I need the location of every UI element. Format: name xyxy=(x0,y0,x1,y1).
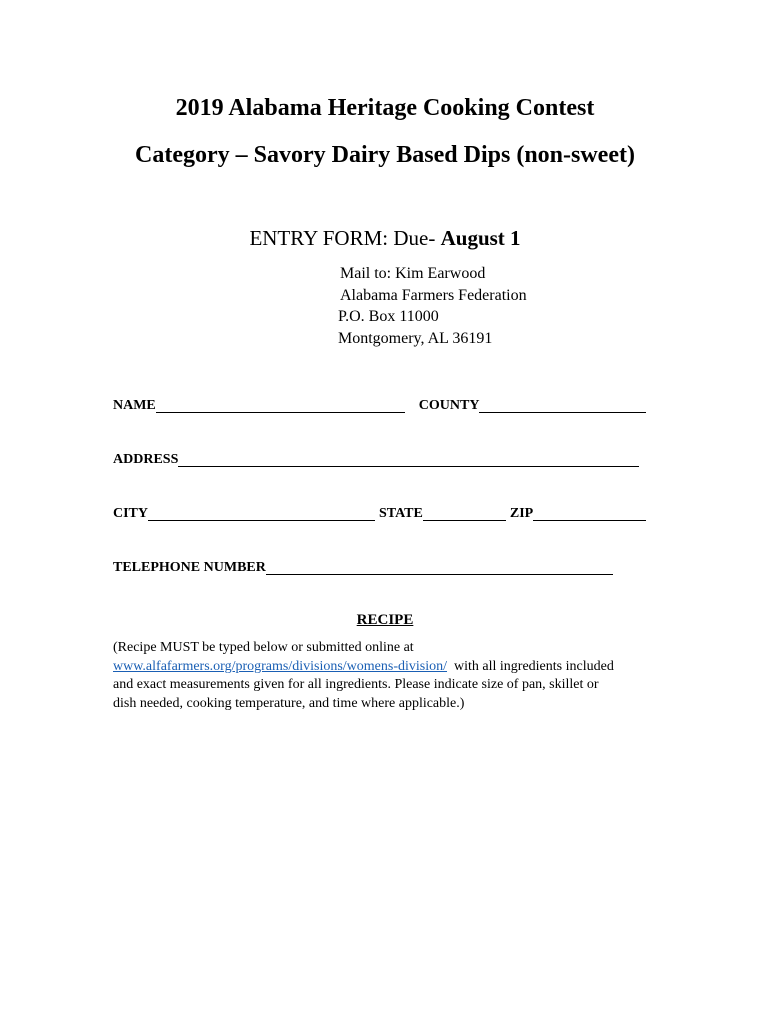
telephone-field[interactable] xyxy=(266,561,613,575)
telephone-label: TELEPHONE NUMBER xyxy=(113,560,266,575)
address-row xyxy=(113,451,639,469)
zip-field[interactable] xyxy=(533,507,646,521)
recipe-instructions-continuation: with all ingredients included xyxy=(447,658,614,674)
category-title: Category – Savory Dairy Based Dips (non-sweet) xyxy=(135,142,635,168)
city-label: CITY xyxy=(113,506,149,521)
recipe-instructions-line: dish needed, cooking temperature, and time where applicable.) xyxy=(113,695,465,711)
recipe-instructions-line: (Recipe MUST be typed below or submitted online at xyxy=(113,640,414,655)
mailing-address xyxy=(338,263,527,349)
entry-form-prefix: ENTRY FORM: Due- xyxy=(249,226,441,250)
city-state-zip-row xyxy=(113,505,646,523)
zip-label: ZIP xyxy=(509,506,534,521)
recipe-instructions-line xyxy=(113,658,673,677)
city-field[interactable] xyxy=(148,507,375,521)
county-field[interactable] xyxy=(479,399,646,413)
recipe-instructions-line: and exact measurements given for all ingredients. Please indicate size of pan, skillet or xyxy=(113,677,599,692)
entry-form-heading xyxy=(0,225,770,251)
recipe-submission-link[interactable]: www.alfafarmers.org/programs/divisions/womens-division/ xyxy=(113,658,448,674)
address-label: ADDRESS xyxy=(113,452,179,467)
name-label: NAME xyxy=(113,398,156,413)
address-field[interactable] xyxy=(178,453,639,467)
entry-form-due-date: August 1 xyxy=(440,226,521,250)
contest-title: 2019 Alabama Heritage Cooking Contest xyxy=(175,95,595,121)
recipe-heading: RECIPE xyxy=(356,612,414,628)
name-county-row xyxy=(113,397,646,415)
state-field[interactable] xyxy=(423,507,506,521)
mail-to-city-state: Montgomery, AL 36191 xyxy=(338,329,493,347)
mail-to-po-box: P.O. Box 11000 xyxy=(338,308,439,325)
county-label: COUNTY xyxy=(418,398,480,413)
recipe-instructions xyxy=(113,639,673,713)
name-field[interactable] xyxy=(156,399,405,413)
mail-to-recipient: Mail to: Kim Earwood xyxy=(340,265,486,282)
mail-to-organization: Alabama Farmers Federation xyxy=(340,286,527,304)
telephone-row xyxy=(113,559,613,577)
state-label: STATE xyxy=(379,506,423,521)
